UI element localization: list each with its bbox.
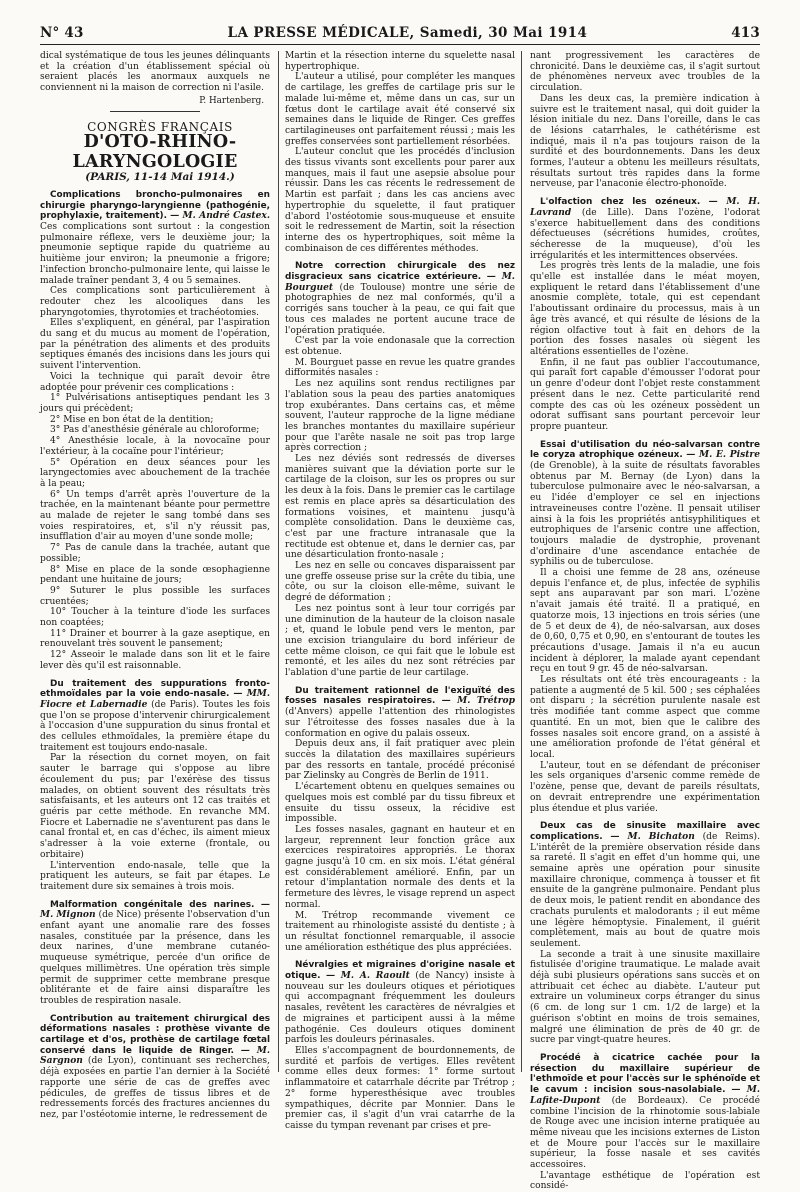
section: [285, 960, 515, 1046]
section-title: Contribution au traitement chirurgical des déformations nasales : prothèse vivante de cartilage et d'os, prothèse de cartilage fœtal conservé dans le liquide de Ringer.: [40, 1013, 270, 1056]
paragraph: Elles s'accompagnent de bourdonnements, de surdité et parfois de vertiges. Elles revêtent comme elles deux formes: 1° forme surtout inflammatoire et catarrhale décrite par Trétrop ; 2° forme hyperesthésique avec troubles sympathiques, décrite par Monnier. Dans le premier cas, il s'agit d'un vrai catarrhe de la caisse du tympan revenant par crises et pre-: [285, 1045, 515, 1131]
paragraph: La seconde a trait à une sinusite maxillaire fistulisée d'origine traumatique. Le malade avait déjà subi plusieurs opérations sans succès et on attribuait cet échec au diabète. L'auteur put extraire un volumineux corps étranger du sinus (6 cm. de long sur 1 cm. 1/2 de large) et la guérison s'obtint en moins de trois semaines, malgré une élimination de près de 40 gr. de sucre par vingt-quatre heures.: [530, 949, 760, 1046]
paragraph: Il a choisi une femme de 28 ans, ozéneuse depuis l'enfance et, de plus, infectée de syphilis sept ans auparavant par son mari. L'ozène n'avait jamais été traité. Il a pratiqué, en quatorze mois, 13 injections en trois séries (une de 5 et deux de 4), de néo-salvarsan, aux doses de 0,60, 0,75 et 0,90, en s'entourant de toutes les précautions d'usage. Jamais il n'a eu aucun incident à déplorer, la malade ayant cependant reçu en tout 9 gr. 45 de néo-salvarsan.: [530, 568, 760, 675]
section-title: Essai d'utilisation du néo-salvarsan contre le coryza atrophique ozéneux.: [530, 439, 760, 461]
section-author: — M. Trétrop: [441, 695, 515, 707]
paragraph: Depuis deux ans, il fait pratiquer avec plein succès la dilatation des maxillaires supérieurs par des ressorts en tantale, procédé préconisé par Zielinsky au Congrès de Berlin de 1911.: [285, 739, 515, 782]
paragraph: Les progrès très lents de la maladie, une fois qu'elle est installée dans le méat moyen, expliquent le retard dans l'établissement d'une anosmie complète, totale, qui est cependant l'aboutissant ordinaire du processus, mais à un âge très avancé, et qui résulte de lésions de la région olfactive tout à fait en dehors de la portion des fosses nasales où siègent les altérations essentielles de l'ozène.: [530, 261, 760, 357]
list-item: 5° Opération en deux séances pour les laryngectomies avec abouchement de la trachée à la peau;: [40, 457, 270, 489]
paragraph: M. Bourguet passe en revue les quatre grandes difformités nasales :: [285, 357, 515, 379]
page-number: 413: [731, 25, 760, 41]
section-text: (de Grenoble), à la suite de résultats favorables obtenus par M. Bernay (de Lyon) dans la tuberculose pulmonaire avec le néo-salvarsan, a eu l'idée d'employer ce sel en injections intraveineuses contre l'ozène. Il pensait utiliser ainsi à la fois les propriétés antisyphilitiques et eutrophiques de l'arsenic contre une affection, toujours maladie de dystrophie, provenant d'ordinaire d'une ascendance entachée de syphilis ou de tuberculose.: [530, 461, 760, 568]
journal-title: LA PRESSE MÉDICALE, Samedi, 30 Mai 1914: [227, 25, 588, 41]
column-2: [285, 51, 515, 1131]
section-text: (de Toulouse) montre une série de photographies de nez mal conformés, qu'il a corrigés sans toucher à la peau, ce qui fait que tous ces malades ne portent aucune trace de l'opération pratiquée.: [285, 282, 515, 336]
section: [285, 261, 515, 336]
section: [530, 1053, 760, 1171]
paragraph: L'auteur, tout en se défendant de préconiser les sels organiques d'arsenic comme remède de l'ozène, pense que, devant de pareils résultats, on devrait entreprendre une expérimentation plus étendue et plus variée.: [530, 760, 760, 814]
section-title: Complications broncho-pulmonaires en chirurgie pharyngo-laryngienne (pathogénie, prophylaxie, traitement).: [40, 189, 270, 222]
list-item: 8° Mise en place de la sonde œsophagienne pendant une huitaine de jours;: [40, 564, 270, 586]
list-item: 3° Pas d'anesthésie générale au chloroforme;: [50, 425, 260, 436]
section-text: (de Nice) présente l'observation d'un enfant ayant une anomalie rare des fosses nasales, constituée par la présence, dans les deux narines, d'une membrane cutanéo-muqueuse symétrique, percée d'un orifice de quelques millimètres. Une opération très simple permit de supprimer cette membrane presque oblitérante et de faire ainsi disparaître les troubles de respiration nasale.: [40, 910, 270, 1006]
section-text: (de Paris). Toutes les fois que l'on se propose d'intervenir chirurgicalement à l'occasion d'une suppuration du sinus frontal et des cellules ethmoïdales, la première étape du traitement est toujours endo-nasale.: [40, 699, 270, 753]
section: [530, 197, 760, 261]
section: [40, 900, 270, 1007]
section-author: — M. A. Raoult: [325, 970, 410, 982]
paragraph: L'auteur a utilisé, pour compléter les manques de cartilage, les greffes de cartilage pris sur le malade lui-même et, même dans un cas, sur un fœtus dont le cartilage avait été conservé six semaines dans le liquide de Ringer. Ces greffes cartilagineuses ont parfaitement réussi ; mais les greffes conservées sont partiellement résorbées.: [285, 72, 515, 147]
section-author: — M. Lafite-Dupont: [530, 1084, 760, 1106]
paragraph: Les nez en selle ou concaves disparaissent par une greffe osseuse prise sur la crête du tibia, une côte, ou sur la cloison elle-même, suivant le degré de déformation ;: [285, 561, 515, 604]
paragraph: L'écartement obtenu en quelques semaines ou quelques mois est comblé par du tissu fibreux et ensuite du tissu osseux, la récidive est impossible.: [285, 782, 515, 825]
section-text: (de Lille). Dans l'ozène, l'odorat s'exerce habituellement dans des conditions défectueuses (sécrétions humides, croûtes, sécheresse de la muqueuse), d'où les irrégularités et les intermittences observées.: [530, 207, 760, 261]
congress-subject: D'OTO-RHINO-LARYNGOLOGIE: [72, 132, 238, 173]
section: [40, 679, 270, 754]
section-author: — M. André Castex.: [170, 210, 270, 222]
list-item: 2° Mise en bon état de la dentition;: [50, 414, 214, 425]
section-author: — M. Mignon: [40, 898, 270, 921]
paragraph: Par la résection du cornet moyen, on fait sauter le barrage qui s'oppose au libre écoulement du pus; par l'exérèse des tissus malades, on obtient souvent des résultats très satisfaisants, et les auteurs ont 12 cas traités et guéris par cette méthode. En revanche MM. Fiocre et Labernadie ne s'aventurent pas dans le canal frontal et, en cas d'échec, ils aiment mieux s'adresser à la voie externe (frontale, ou orbitaire): [40, 753, 270, 860]
section-title: Procédé à cicatrice cachée pour la résection du maxillaire supérieur de l'ethmoïde et pour l'accès sur le sphénoïde et le cavum : incision sous-nasolabiale.: [530, 1052, 760, 1096]
section-title: Du traitement des suppurations fronto-ethmoïdales par la voie endo-nasale.: [40, 678, 270, 700]
section-title: Notre correction chirurgicale des nez disgracieux sans cicatrice extérieure.: [285, 261, 515, 283]
paragraph: L'intervention endo-nasale, telle que la pratiquent les auteurs, se fait par étapes. Le traitement dure six semaines à trois mois.: [40, 860, 270, 892]
paragraph: Les nez déviés sont redressés de diverses manières suivant que la déviation porte sur le cartilage de la cloison, sur les os propres ou sur les deux à la fois. Dans le premier cas le cartilage est remis en place après sa désarticulation des formations voisines, et maintenu jusqu'à complète consolidation. Dans le deuxième cas, c'est par une fracture intranasale que la rectitude est obtenue et, dans le dernier cas, par une désarticulation fronto-nasale ;: [285, 454, 515, 561]
section-author: — M. Bichaton: [610, 830, 695, 842]
list-item: 10° Toucher à la teinture d'iode les surfaces non coaptées;: [40, 607, 270, 629]
paragraph: Martin et la résection interne du squelette nasal hypertrophique.: [285, 51, 515, 72]
section-author: — M. E. Pistre: [686, 449, 760, 461]
paragraph: Ces complications sont particulièrement à redouter chez les alcooliques dans les pharyngotomies, thyrotomies et trachéotomies.: [40, 286, 270, 318]
section: [40, 190, 270, 286]
section-text: (d'Anvers) appelle l'attention des rhinologistes sur l'étroitesse des fosses nasales due à la conformation en ogive du palais osseux.: [285, 707, 515, 739]
column-3: [530, 51, 760, 1192]
section-title: L'olfaction chez les ozéneux.: [540, 197, 701, 208]
paragraph: Les nez pointus sont à leur tour corrigés par une diminution de la hauteur de la cloison nasale ; et, quand le lobule pend vers le menton, par une excision triangulaire du bord inférieur de cette même cloison, ce qui fait que le lobule est remonté, et les ailes du nez sont rétrécies par l'ablation d'une partie de leur cartilage.: [285, 603, 515, 679]
section-author: — MM. Fiocre et Labernadie: [40, 688, 270, 710]
paragraph: dical systématique de tous les jeunes délinquants et la création d'un établissement spécial où seraient placés les anormaux auxquels ne conviennent ni la maison de correction ni l'asile.: [40, 51, 270, 94]
paragraph: L'avantage esthétique de l'opération est considé-: [530, 1170, 760, 1192]
paragraph: Les résultats ont été très encourageants : la patiente a augmenté de 5 kil. 500 ; ses céphalées ont disparu ; la sécrétion purulente nasale est très modifiée tant comme aspect que comme quantité. En un mot, bien que le calibre des fosses nasales soit encore grand, on a assisté à une amélioration profonde de l'état général et local.: [530, 675, 760, 760]
paragraph: M. Trétrop recommande vivement ce traitement au rhinologiste assisté du dentiste ; à un résultat fonctionnel remarquable, il associe une amélioration esthétique des plus appréciées.: [285, 910, 515, 953]
list-item: 7° Pas de canule dans la trachée, autant que possible;: [40, 543, 270, 564]
section-text: (de Lyon), continuant ses recherches, déjà exposées en partie l'an dernier à la Société rapporte une série de cas de greffes avec pédicules, de greffes de tissus libres et de redressements forcés des fractures anciennes du nez, par l'ostéotomie interne, le redressement de: [40, 1056, 270, 1120]
section-text: (de Nancy) insiste à nouveau sur les douleurs otiques et périotiques qui accompagnant fréquemment les douleurs nasales, revêtent les caractères de névralgies et de migraines et participent aussi à la même pathogénie. Ces douleurs otiques dominent parfois les douleurs périnasales.: [285, 971, 515, 1046]
list-item: 4° Anesthésie locale, à la novocaïne pour l'extérieur, à la cocaïne pour l'intérieur;: [40, 436, 270, 457]
header-rule: [40, 44, 760, 45]
list-item: 6° Un temps d'arrêt après l'ouverture de la trachée, en la maintenant béante pour permettre au malade de rejeter le sang tombé dans ses voies respiratoires, et, s'il n'y réussit pas, insufflation d'air au moyen d'une sonde molle;: [40, 489, 270, 543]
section-text: Ces complications sont surtout : la congestion pulmonaire réflexe, vers le deuxième jour; la pneumonie septique rapide du quatrième au huitième jour environ; la pneumonie a frigore; l'infection broncho-pulmonaire lente, qui laisse le malade traîner pendant 3, 4 ou 5 semaines.: [40, 222, 270, 286]
section-title: Malformation congénitale des narines.: [50, 899, 255, 910]
list-item: 12° Asseoir le malade dans son lit et le faire lever dès qu'il est raisonnable.: [40, 650, 270, 671]
paragraph: Les fosses nasales, gagnant en hauteur et en largeur, reprennent leur fonction grâce aux exercices respiratoires appropriés. Le thorax gagne jusqu'à 10 cm. en six mois. L'état général est considérablement amélioré. Enfin, par un retour d'implantation normale des dents et la fermeture des lèvres, le visage reprend un aspect normal.: [285, 824, 515, 910]
page-header: [40, 19, 760, 41]
congress-title: CONGRÈS FRANÇAIS: [87, 119, 233, 134]
paragraph: nant progressivement les caractères de chronicité. Dans le deuxième cas, il s'agit surtout de phénomènes nerveux avec troubles de la circulation.: [530, 51, 760, 94]
paragraph: C'est par la voie endonasale que la correction est obtenue.: [285, 336, 515, 357]
divider: [110, 111, 200, 112]
paragraph: Enfin, il ne faut pas oublier l'accoutumance, qui paraît fort capable d'émousser l'odorat pour un genre d'odeur dont l'objet reste constamment présent dans le nez. Cette particularité rend compte des cas où les ozéneux possèdent un odorat suffisant sans pourtant percevoir leur propre puanteur.: [530, 357, 760, 432]
paragraph: L'auteur conclut que les procédés d'inclusion des tissus vivants sont excellents pour parer aux manques, mais il faut une asepsie absolue pour réussir. Dans les cas récents le redressement de Martin est parfait ; dans les cas anciens avec hypertrophie du squelette, il faut pratiquer d'abord l'ostéotomie sous-muqueuse et ensuite soit le redressement de Martin, soit la résection interne des os hypertrophiques, soit même la combinaison de ces différentes méthodes.: [285, 147, 515, 254]
paragraph: Dans les deux cas, la première indication à suivre est le traitement nasal, qui doit guider la lésion initiale du nez. Dans l'oreille, dans le cas de lésions catarrhales, le cathétérisme est indiqué, mais il n'a pas toujours raison de la surdité et des bourdonnements. Dans les deux formes, l'auteur a obtenu les meilleurs résultats, résultats surtout très rapides dans la forme nerveuse, par l'anaconie électro-phonoïde.: [530, 93, 760, 190]
paragraph: Voici la technique qui paraît devoir être adoptée pour prévenir ces complications :: [40, 371, 270, 393]
section-title: Deux cas de sinusite maxillaire avec complications.: [530, 821, 760, 842]
column-1: [40, 51, 270, 1120]
list-item: 1° Pulvérisations antiseptiques pendant les 3 jours qui précèdent;: [40, 393, 270, 414]
section-title: Du traitement rationnel de l'exiguïté des fosses nasales respiratoires.: [285, 685, 515, 707]
section: [40, 1014, 270, 1121]
signature: P. Hartenberg.: [199, 95, 264, 106]
list-item: 9° Suturer le plus possible les surfaces cruentées;: [40, 585, 270, 607]
section-author: — M. Bourguet: [285, 271, 515, 293]
section-author: — M. H. Lavrand: [530, 196, 760, 218]
section-title: Névralgies et migraines d'origine nasale et otique.: [285, 960, 515, 982]
paragraph: Elles s'expliquent, en général, par l'aspiration du sang et du mucus au moment de l'opération, par la pénétration des aliments et des produits septiques émanés des incisions dans les jours qui suivent l'intervention.: [40, 318, 270, 372]
article-columns: [40, 51, 760, 1192]
section: [530, 821, 760, 949]
section-text: (de Bordeaux). Ce procédé combine l'incision de la rhinotomie sous-labiale de Rouge avec une incision interne pratiquée au même niveau que les incisions externes de Liston et de Moure pour l'accès sur le maxillaire supérieur, la fosse nasale et ses cavités accessoires.: [530, 1095, 760, 1171]
section: [285, 686, 515, 740]
issue-number: N° 43: [40, 25, 84, 41]
congress-dates: (PARIS, 11-14 Mai 1914.): [85, 171, 235, 184]
list-item: 11° Drainer et bourrer à la gaze aseptique, en renouvelant très souvent le pansement;: [40, 628, 270, 650]
section-text: (de Reims). L'intérêt de la première observation réside dans sa rareté. Il s'agit en effet d'un homme qui, une semaine après une opération pour sinusite maxillaire chronique, commença à tousser et fit ensuite de la gangrène pulmonaire. Pendant plus de deux mois, le patient rendit en abondance des crachats purulents et malodorants ; il eut même une légère hémoptysie. Finalement, il guérit complètement, mais au bout de quatre mois seulement.: [530, 831, 760, 949]
section-author: — M. Sargnon: [40, 1044, 270, 1067]
section: [530, 440, 760, 568]
paragraph: Les nez aquilins sont rendus rectilignes par l'ablation sous la peau des parties anatomiques trop exubérantes. Dans certains cas, et même souvent, l'auteur rapproche de la ligne médiane les branches montantes du maxillaire supérieur pour que l'arête nasale ne soit pas trop large après correction ;: [285, 379, 515, 454]
